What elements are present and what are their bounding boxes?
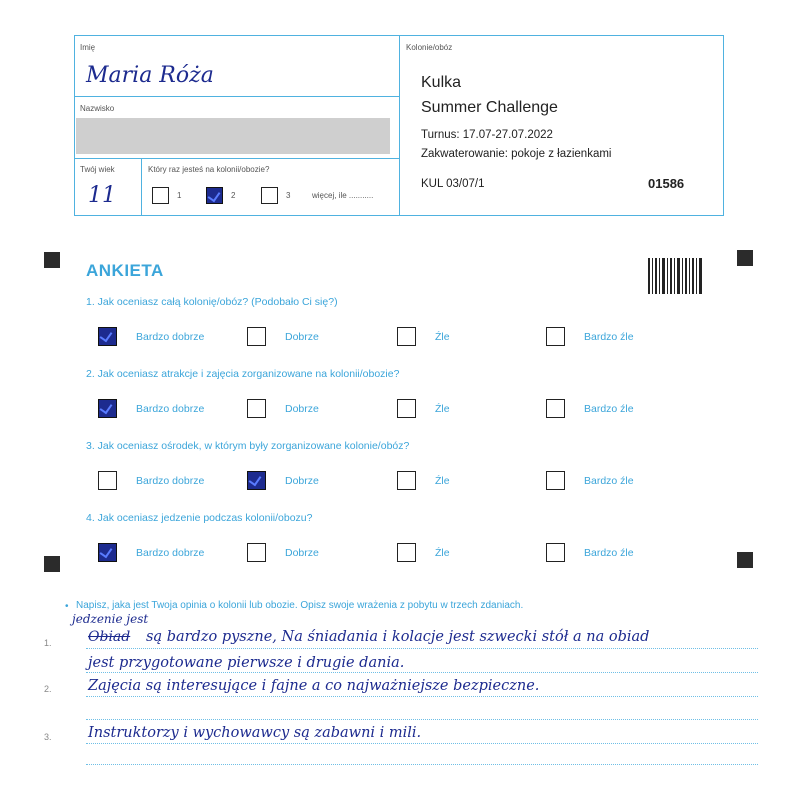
answer-line [86, 764, 758, 765]
q1-checkbox-4[interactable] [546, 327, 565, 346]
times-option-1: 1 [177, 191, 182, 200]
name-label: Imię [80, 43, 96, 52]
form-number: 01586 [648, 176, 685, 191]
q2-option-label-3: Źle [435, 403, 450, 415]
answer-line-3[interactable]: Zajęcia są interesujące i fajne a co najważniejsze bezpieczne. [88, 678, 540, 694]
q2-checkbox-3[interactable] [397, 399, 416, 418]
q1-option-label-2: Dobrze [285, 331, 319, 343]
times-checkbox-1[interactable] [152, 187, 169, 204]
q1-checkbox-1[interactable] [98, 327, 117, 346]
q2-option-label-4: Bardzo źle [584, 403, 634, 415]
q2-option-label-1: Bardzo dobrze [136, 403, 205, 415]
registration-mark-top-right [737, 250, 753, 266]
question-3: 3. Jak oceniasz ośrodek, w którym były zorganizowane kolonie/obóz? [86, 440, 410, 452]
q3-option-label-3: Źle [435, 475, 450, 487]
q1-option-label-4: Bardzo źle [584, 331, 634, 343]
q1-option-label-1: Bardzo dobrze [136, 331, 205, 343]
surname-label: Nazwisko [80, 104, 115, 113]
prompt-bullet: • [65, 601, 69, 612]
survey-title: ANKIETA [86, 261, 164, 280]
struck-word: Obiad [88, 629, 131, 645]
camp-name-line1: Kulka [421, 74, 462, 91]
age-label: Twój wiek [80, 165, 115, 174]
q1-option-label-3: Źle [435, 331, 450, 343]
answer-line [86, 648, 758, 649]
q2-option-label-2: Dobrze [285, 403, 319, 415]
accommodation-text: Zakwaterowanie: pokoje z łazienkami [421, 148, 612, 160]
answer-correction[interactable]: jedzenie jest [72, 612, 149, 626]
registration-mark-top-left [44, 252, 60, 268]
times-option-2: 2 [231, 191, 236, 200]
times-checkbox-2[interactable] [206, 187, 223, 204]
question-2: 2. Jak oceniasz atrakcje i zajęcia zorganizowane na kolonii/obozie? [86, 368, 400, 380]
answer-number-3: 3. [44, 732, 52, 742]
answer-line-4[interactable]: Instruktorzy i wychowawcy są zabawni i mili. [88, 725, 422, 741]
q3-option-label-2: Dobrze [285, 475, 319, 487]
turnus-text: Turnus: 17.07-27.07.2022 [421, 129, 553, 141]
q4-option-label-4: Bardzo źle [584, 547, 634, 559]
answer-line-1[interactable]: są bardzo pyszne, Na śniadania i kolacje jest szwecki stół a na obiad [146, 629, 650, 645]
answer-line [86, 672, 758, 673]
q2-checkbox-2[interactable] [247, 399, 266, 418]
surname-redaction [76, 118, 390, 154]
q3-option-label-4: Bardzo źle [584, 475, 634, 487]
q4-checkbox-4[interactable] [546, 543, 565, 562]
camp-code: KUL 03/07/1 [421, 178, 485, 190]
q4-checkbox-2[interactable] [247, 543, 266, 562]
times-more-label: więcej, ile ........... [312, 191, 374, 200]
answer-line [86, 719, 758, 720]
q3-checkbox-1[interactable] [98, 471, 117, 490]
answer-number-2: 2. [44, 684, 52, 694]
registration-mark-bottom-left [44, 556, 60, 572]
q3-checkbox-3[interactable] [397, 471, 416, 490]
q2-checkbox-1[interactable] [98, 399, 117, 418]
question-4: 4. Jak oceniasz jedzenie podczas kolonii/obozu? [86, 512, 313, 524]
name-value[interactable]: Maria Róża [86, 63, 214, 88]
answer-line [86, 743, 758, 744]
camp-label: Kolonie/obóz [406, 43, 453, 52]
q3-checkbox-4[interactable] [546, 471, 565, 490]
q4-checkbox-1[interactable] [98, 543, 117, 562]
q2-checkbox-4[interactable] [546, 399, 565, 418]
q1-checkbox-2[interactable] [247, 327, 266, 346]
q4-option-label-2: Dobrze [285, 547, 319, 559]
times-label: Który raz jesteś na kolonii/obozie? [148, 165, 270, 174]
answer-line-2[interactable]: jest przygotowane pierwsze i drugie dania. [88, 655, 405, 671]
times-option-3: 3 [286, 191, 291, 200]
answer-number-1: 1. [44, 638, 52, 648]
q4-option-label-3: Źle [435, 547, 450, 559]
answer-line [86, 696, 758, 697]
q4-option-label-1: Bardzo dobrze [136, 547, 205, 559]
registration-mark-bottom-right [737, 552, 753, 568]
q4-checkbox-3[interactable] [397, 543, 416, 562]
q3-checkbox-2[interactable] [247, 471, 266, 490]
times-checkbox-3[interactable] [261, 187, 278, 204]
barcode-icon [648, 258, 702, 294]
camp-name-line2: Summer Challenge [421, 99, 558, 116]
q1-checkbox-3[interactable] [397, 327, 416, 346]
question-1: 1. Jak oceniasz całą kolonię/obóz? (Podobało Ci się?) [86, 296, 338, 308]
age-value[interactable]: 11 [88, 183, 116, 208]
opinion-prompt: Napisz, jaka jest Twoja opinia o kolonii lub obozie. Opisz swoje wrażenia z pobytu w trzech zdaniach. [76, 600, 524, 611]
q3-option-label-1: Bardzo dobrze [136, 475, 205, 487]
